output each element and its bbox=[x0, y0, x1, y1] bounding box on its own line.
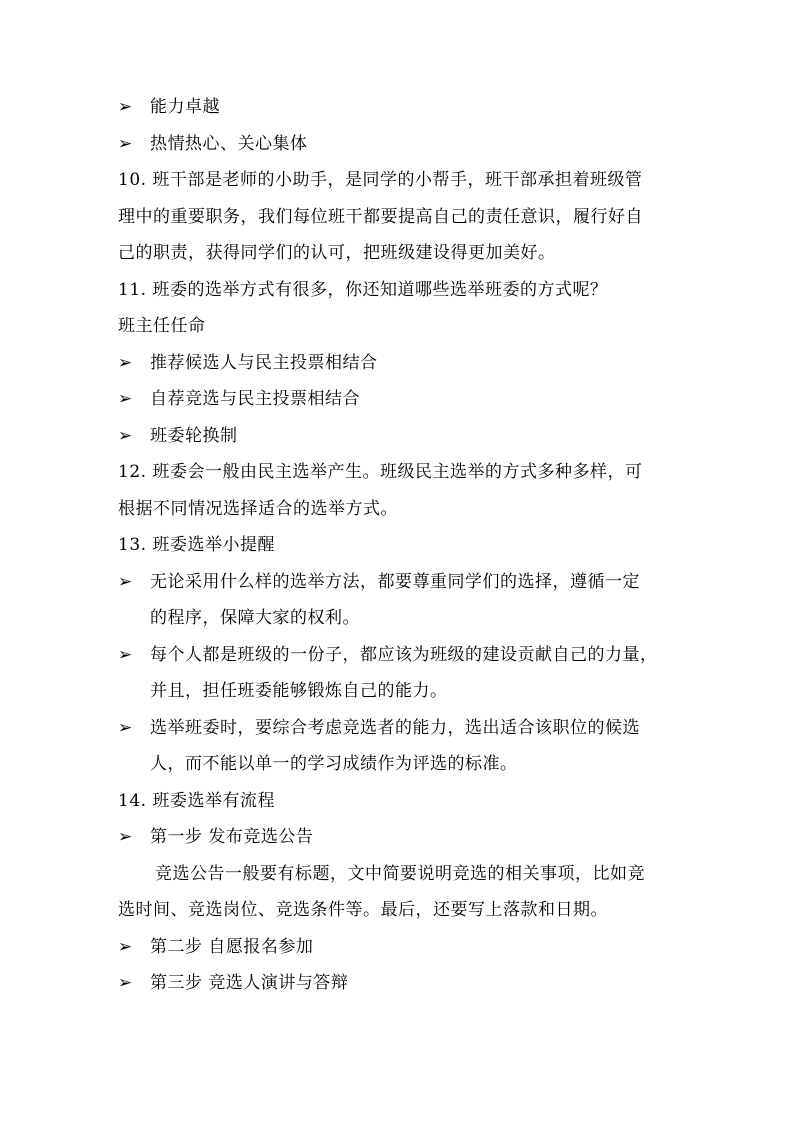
step-1-label: 第一步 发布竞选公告 bbox=[150, 827, 314, 847]
bullet-arrow-icon: ➢ bbox=[118, 97, 133, 117]
bullet-item-self: 自荐竞选与民主投票相结合 bbox=[150, 389, 360, 409]
bullet-arrow-icon: ➢ bbox=[118, 572, 133, 592]
bullet-arrow-icon: ➢ bbox=[118, 718, 133, 738]
paragraph-11-line-1: 11. 班委的选举方式有很多，你还知道哪些选举班委的方式呢？ bbox=[118, 280, 608, 300]
bullet-arrow-icon: ➢ bbox=[118, 937, 133, 957]
step-3-label: 第三步 竞选人演讲与答辩 bbox=[150, 973, 349, 993]
tip-2-line-1: 每个人都是班级的一份子，都应该为班级的建设贡献自己的力量， bbox=[150, 645, 658, 665]
bullet-arrow-icon: ➢ bbox=[118, 827, 133, 847]
paragraph-10-line-2: 理中的重要职务，我们每位班干都要提高自己的责任意识，履行好自 bbox=[118, 207, 643, 227]
bullet-item-recommend: 推荐候选人与民主投票相结合 bbox=[150, 353, 378, 373]
paragraph-12-line-1: 12. 班委会一般由民主选举产生。班级民主选举的方式多种多样，可 bbox=[118, 462, 643, 482]
step-1-description-line-2: 选时间、竞选岗位、竞选条件等。最后，还要写上落款和日期。 bbox=[118, 900, 608, 920]
bullet-arrow-icon: ➢ bbox=[118, 389, 133, 409]
paragraph-10-line-1: 10. 班干部是老师的小助手，是同学的小帮手，班干部承担着班级管 bbox=[118, 170, 643, 190]
tip-2-line-2: 并且，担任班委能够锻炼自己的能力。 bbox=[150, 681, 448, 701]
tip-1-line-1: 无论采用什么样的选举方法，都要尊重同学们的选择，遵循一定 bbox=[150, 572, 640, 592]
tip-3-line-1: 选举班委时，要综合考虑竞选者的能力，选出适合该职位的候选 bbox=[150, 718, 640, 738]
bullet-arrow-icon: ➢ bbox=[118, 353, 133, 373]
tip-3-line-2: 人，而不能以单一的学习成绩作为评选的标准。 bbox=[150, 754, 518, 774]
tip-1-line-2: 的程序，保障大家的权利。 bbox=[150, 608, 360, 628]
paragraph-10-line-3: 己的职责，获得同学们的认可，把班级建设得更加美好。 bbox=[118, 243, 556, 263]
step-2-label: 第二步 自愿报名参加 bbox=[150, 937, 314, 957]
bullet-arrow-icon: ➢ bbox=[118, 973, 133, 993]
bullet-item-enthusiasm: 热情热心、关心集体 bbox=[150, 134, 308, 154]
paragraph-13-heading: 13. 班委选举小提醒 bbox=[118, 535, 275, 555]
bullet-arrow-icon: ➢ bbox=[118, 645, 133, 665]
bullet-item-rotation: 班委轮换制 bbox=[150, 426, 238, 446]
paragraph-14-heading: 14. 班委选举有流程 bbox=[118, 791, 275, 811]
paragraph-12-line-2: 根据不同情况选择适合的选举方式。 bbox=[118, 499, 398, 519]
bullet-item-ability: 能力卓越 bbox=[150, 97, 220, 117]
bullet-arrow-icon: ➢ bbox=[118, 134, 133, 154]
bullet-arrow-icon: ➢ bbox=[118, 426, 133, 446]
step-1-description-line-1: 竞选公告一般要有标题，文中简要说明竞选的相关事项，比如竞 bbox=[155, 864, 645, 884]
paragraph-11-subtitle: 班主任任命 bbox=[118, 316, 206, 336]
